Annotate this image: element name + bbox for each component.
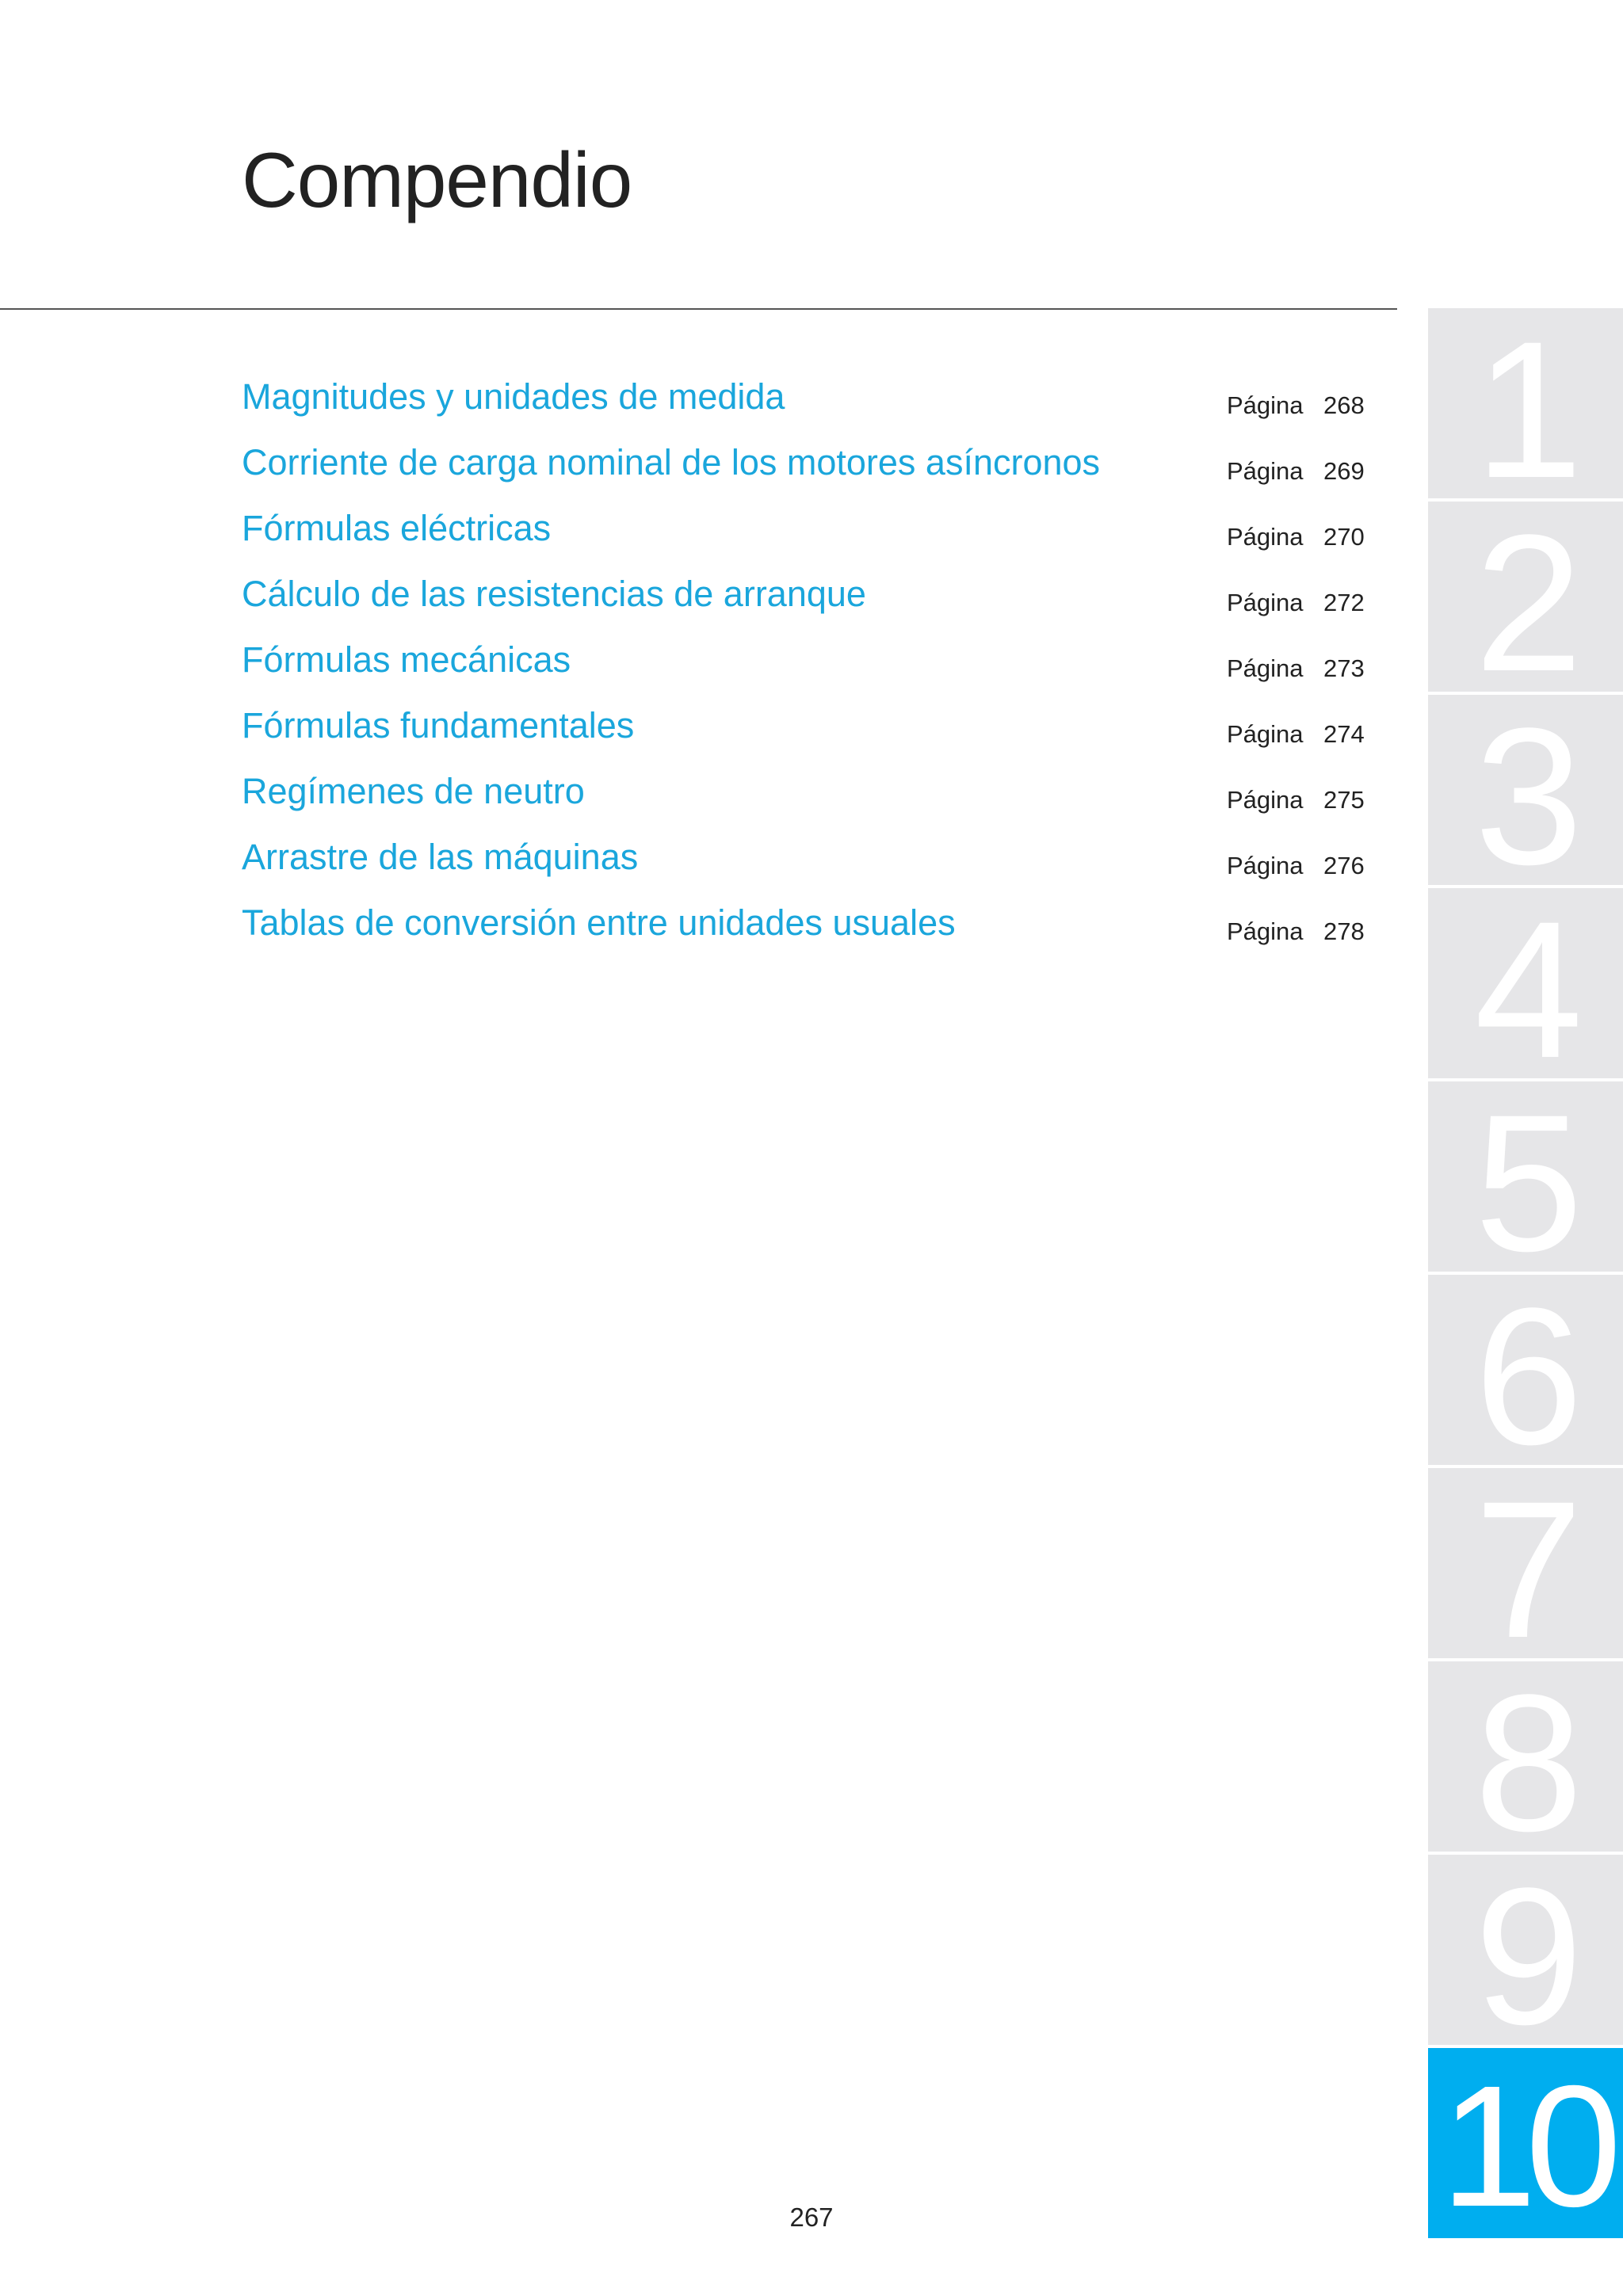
toc-page-label: Página — [1227, 391, 1304, 419]
chapter-tab-1[interactable] — [1428, 308, 1623, 498]
chapter-tab-4[interactable] — [1428, 888, 1623, 1078]
title-divider — [0, 308, 1397, 310]
chapter-tab-number: 8 — [1474, 1661, 1577, 1852]
toc-entry-title[interactable]: Cálculo de las resistencias de arranque — [242, 574, 866, 614]
table-of-contents — [242, 376, 1367, 971]
toc-item[interactable] — [242, 376, 1367, 444]
chapter-tab-number: 5 — [1474, 1081, 1577, 1272]
page-number: 267 — [789, 2203, 834, 2232]
toc-page-number: 276 — [1323, 852, 1365, 879]
toc-page-label: Página — [1227, 589, 1304, 616]
toc-page-number: 270 — [1323, 523, 1365, 551]
toc-page-number: 269 — [1323, 457, 1365, 485]
toc-item[interactable] — [242, 510, 1367, 576]
toc-page-number: 273 — [1323, 654, 1365, 682]
toc-page-label: Página — [1227, 917, 1304, 945]
chapter-tab-2[interactable] — [1428, 502, 1623, 692]
toc-page-number: 272 — [1323, 589, 1365, 616]
toc-item[interactable] — [242, 707, 1367, 773]
chapter-tab-number: 2 — [1474, 502, 1577, 692]
chapter-tab-7[interactable] — [1428, 1468, 1623, 1658]
toc-item[interactable] — [242, 444, 1367, 510]
chapter-tab-5[interactable] — [1428, 1081, 1623, 1272]
toc-page-number: 274 — [1323, 720, 1365, 748]
chapter-tab-3[interactable] — [1428, 695, 1623, 885]
toc-entry-title[interactable]: Fórmulas fundamentales — [242, 705, 635, 746]
toc-page-number: 268 — [1323, 391, 1365, 419]
chapter-tab-number: 10 — [1440, 2050, 1611, 2238]
toc-entry-title[interactable]: Magnitudes y unidades de medida — [242, 376, 785, 417]
toc-page-label: Página — [1227, 457, 1304, 485]
toc-entry-title[interactable]: Fórmulas eléctricas — [242, 508, 552, 548]
toc-page-label: Página — [1227, 523, 1304, 551]
chapter-tab-number: 9 — [1474, 1855, 1577, 2045]
toc-page-number: 278 — [1323, 917, 1365, 945]
page-title: Compendio — [242, 136, 632, 223]
chapter-tab-8[interactable] — [1428, 1661, 1623, 1852]
toc-item[interactable] — [242, 639, 1367, 707]
chapter-tab-number: 4 — [1474, 888, 1577, 1078]
toc-item[interactable] — [242, 839, 1367, 905]
chapter-tab-number: 6 — [1474, 1275, 1577, 1465]
chapter-tab-number: 3 — [1474, 695, 1577, 885]
chapter-tab-number: 1 — [1474, 308, 1577, 498]
chapter-tab-number: 7 — [1474, 1468, 1577, 1658]
toc-page-label: Página — [1227, 654, 1304, 682]
toc-page-label: Página — [1227, 786, 1304, 814]
chapter-tab-9[interactable] — [1428, 1855, 1623, 2045]
toc-page-label: Página — [1227, 720, 1304, 748]
toc-item[interactable] — [242, 902, 1367, 971]
chapter-tabs — [1428, 308, 1623, 2241]
toc-page-label: Página — [1227, 852, 1304, 879]
toc-entry-title[interactable]: Arrastre de las máquinas — [242, 837, 639, 877]
toc-entry-title[interactable]: Fórmulas mecánicas — [242, 639, 571, 680]
toc-entry-title[interactable]: Regímenes de neutro — [242, 771, 585, 811]
toc-entry-title[interactable]: Tablas de conversión entre unidades usuales — [242, 902, 956, 943]
toc-item[interactable] — [242, 773, 1367, 839]
chapter-tab-6[interactable] — [1428, 1275, 1623, 1465]
toc-page-number: 275 — [1323, 786, 1365, 814]
toc-entry-title[interactable]: Corriente de carga nominal de los motores asíncronos — [242, 442, 1101, 482]
toc-item[interactable] — [242, 576, 1367, 642]
